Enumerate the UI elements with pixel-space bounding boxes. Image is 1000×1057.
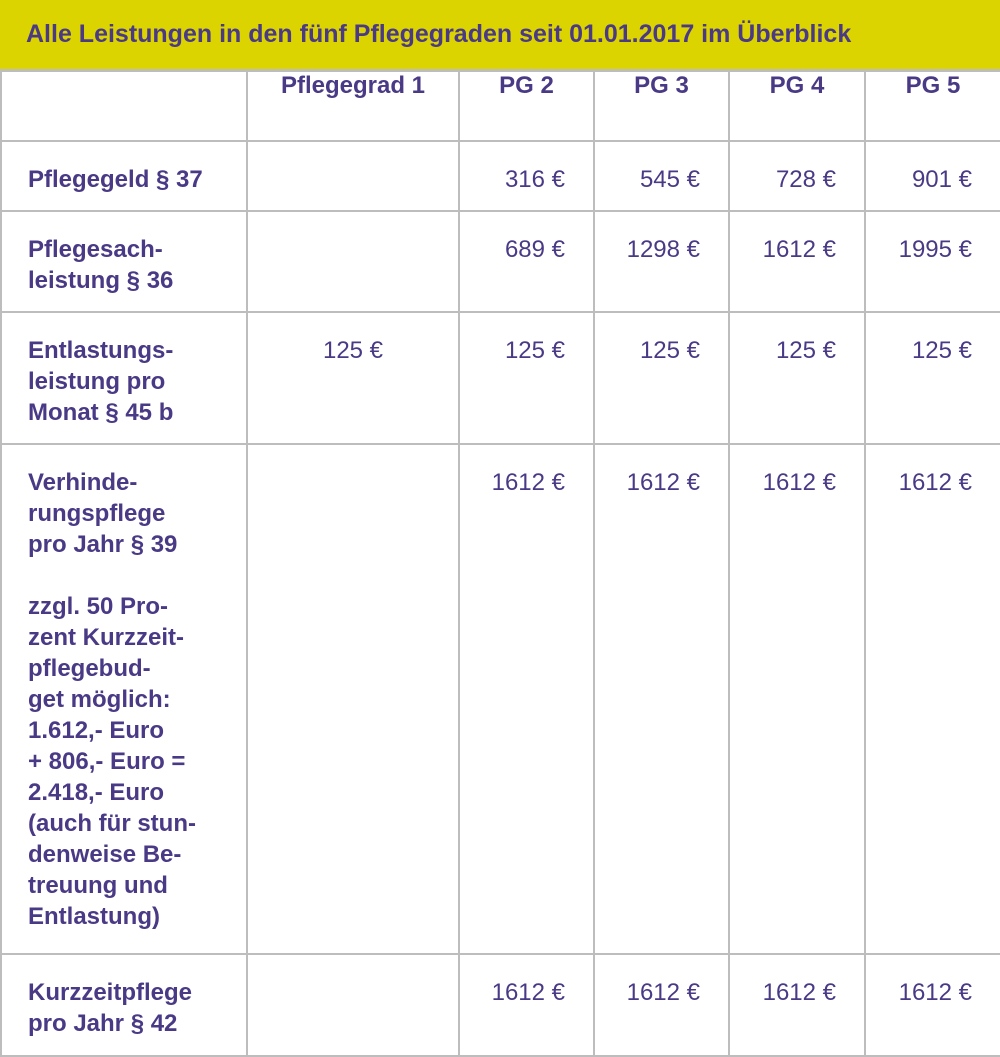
header-cell-pg1: Pflegegrad 1 xyxy=(247,71,459,141)
header-cell-pg3: PG 3 xyxy=(594,71,729,141)
table-row xyxy=(1,211,1000,312)
table-cell: 1612 € xyxy=(729,444,865,954)
table-cell: 1995 € xyxy=(865,211,1000,312)
table-row xyxy=(1,444,1000,954)
table-cell: 125 € xyxy=(594,312,729,444)
table-cell: 1612 € xyxy=(459,444,594,954)
row-label-note: zzgl. 50 Pro- zent Kurzzeit- pflegebud- get möglich: 1.612,- Euro + 806,- Euro = 2.418,- Euro (auch für stun- denweise Be- treuung und Entlastung) xyxy=(28,593,196,930)
table-cell xyxy=(247,444,459,954)
table-cell: 545 € xyxy=(594,141,729,211)
header-cell-empty xyxy=(1,71,247,141)
table-cell: 125 € xyxy=(459,312,594,444)
table-cell: 1612 € xyxy=(865,444,1000,954)
row-label-verhinderungspflege xyxy=(1,444,247,954)
table-row xyxy=(1,312,1000,444)
row-label-kurzzeitpflege: Kurzzeitpflege pro Jahr § 42 xyxy=(1,954,247,1056)
row-label-entlastungsleistung: Entlastungs- leistung pro Monat § 45 b xyxy=(1,312,247,444)
table-cell: 901 € xyxy=(865,141,1000,211)
table-cell: 125 € xyxy=(865,312,1000,444)
table-cell: 1612 € xyxy=(594,954,729,1056)
table-row xyxy=(1,141,1000,211)
table-cell xyxy=(247,141,459,211)
table-cell: 689 € xyxy=(459,211,594,312)
table-cell: 125 € xyxy=(247,312,459,444)
benefits-table xyxy=(0,70,1000,1057)
table-title: Alle Leistungen in den fünf Pflegegraden seit 01.01.2017 im Überblick xyxy=(0,0,1000,70)
table-cell: 125 € xyxy=(729,312,865,444)
table-cell: 1612 € xyxy=(459,954,594,1056)
table-cell: 1612 € xyxy=(729,211,865,312)
table-cell: 316 € xyxy=(459,141,594,211)
header-cell-pg2: PG 2 xyxy=(459,71,594,141)
table-row xyxy=(1,954,1000,1056)
table-cell xyxy=(247,211,459,312)
table-cell: 728 € xyxy=(729,141,865,211)
row-label-pflegegeld: Pflegegeld § 37 xyxy=(1,141,247,211)
row-label-text: Verhinde- rungspflege pro Jahr § 39 xyxy=(28,469,178,558)
table-cell: 1612 € xyxy=(865,954,1000,1056)
table-cell: 1612 € xyxy=(594,444,729,954)
table-cell: 1298 € xyxy=(594,211,729,312)
row-label-pflegesachleistung: Pflegesach- leistung § 36 xyxy=(1,211,247,312)
table-cell xyxy=(247,954,459,1056)
table-cell: 1612 € xyxy=(729,954,865,1056)
header-cell-pg4: PG 4 xyxy=(729,71,865,141)
header-cell-pg5: PG 5 xyxy=(865,71,1000,141)
header-row xyxy=(1,71,1000,141)
